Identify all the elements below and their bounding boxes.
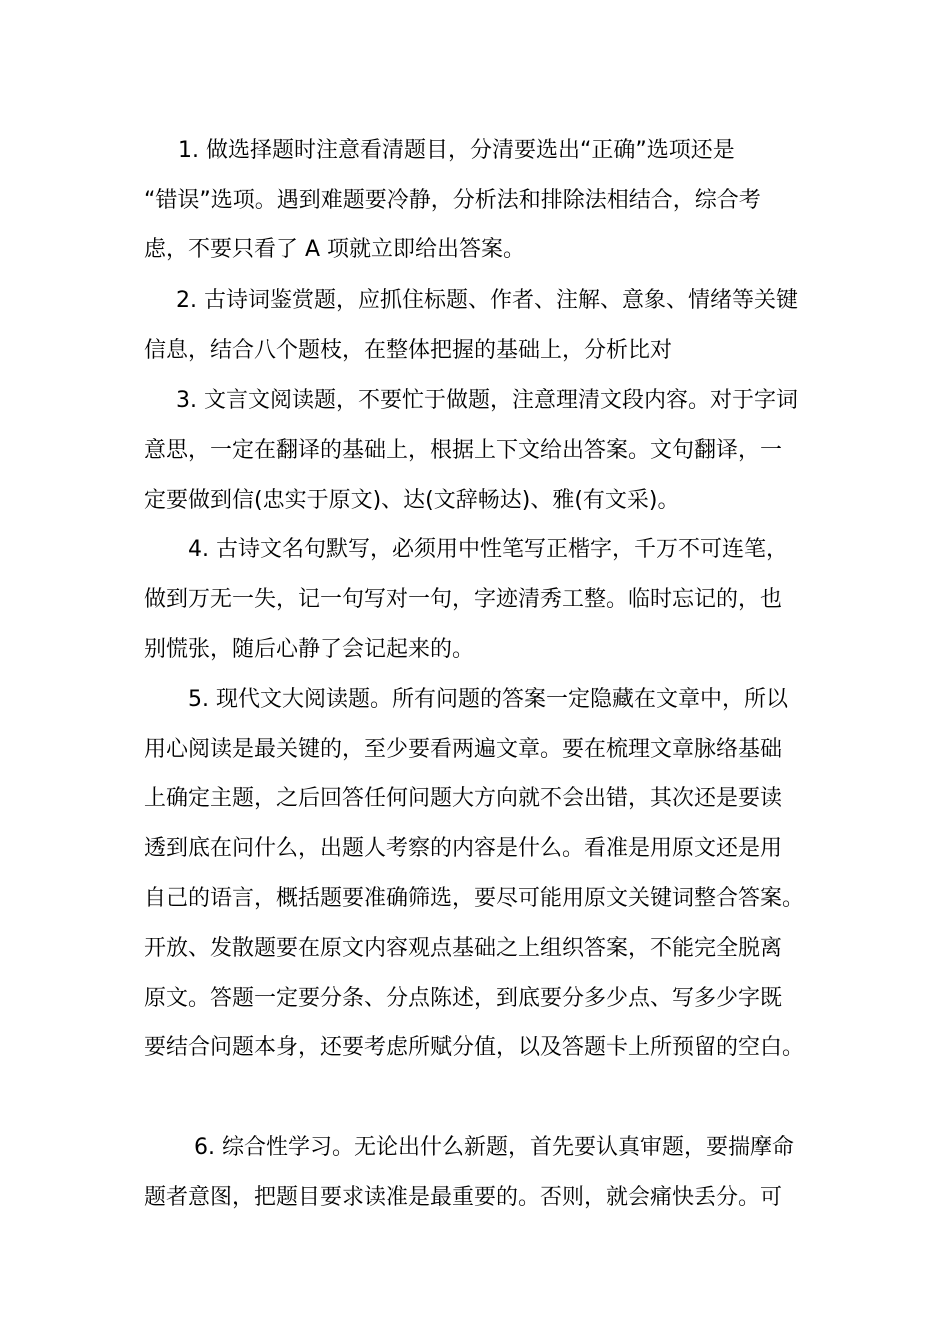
paragraph-6-line-2: 题者意图，把题目要求读准是最重要的。否则，就会痛快丢分。可	[144, 1185, 783, 1210]
paragraph-3-line-1: 3. 文言文阅读题，不要忙于做题，注意理清文段内容。对于字词	[176, 388, 798, 413]
paragraph-2-line-1: 2. 古诗词鉴赏题，应抓住标题、作者、注解、意象、情绪等关键	[176, 288, 798, 313]
paragraph-1-line-2: “错误”选项。遇到难题要冷静，分析法和排除法相结合，综合考	[144, 188, 761, 213]
paragraph-4-line-1: 4. 古诗文名句默写，必须用中性笔写正楷字，千万不可连笔，	[188, 537, 788, 562]
paragraph-1-line-1: 1. 做选择题时注意看清题目，分清要选出“正确”选项还是	[178, 138, 735, 163]
paragraph-5-line-7: 原文。答题一定要分条、分点陈述，到底要分多少点、写多少字既	[144, 986, 783, 1011]
paragraph-5-line-2: 用心阅读是最关键的，至少要看两遍文章。要在梳理文章脉络基础	[144, 737, 783, 762]
paragraph-5-line-4: 透到底在问什么，出题人考察的内容是什么。看准是用原文还是用	[144, 836, 783, 861]
paragraph-4-line-3: 别慌张，随后心静了会记起来的。	[144, 637, 475, 662]
paragraph-3-line-2: 意思，一定在翻译的基础上，根据上下文给出答案。文句翻译，一	[144, 438, 783, 463]
paragraph-5-line-3: 上确定主题，之后回答任何问题大方向就不会出错，其次还是要读	[144, 786, 783, 811]
paragraph-5-line-1: 5. 现代文大阅读题。所有问题的答案一定隐藏在文章中，所以	[188, 687, 788, 712]
paragraph-6-line-1: 6. 综合性学习。无论出什么新题，首先要认真审题，要揣摩命	[194, 1135, 794, 1160]
paragraph-4-line-2: 做到万无一失，记一句写对一句，字迹清秀工整。临时忘记的，也	[144, 587, 783, 612]
paragraph-5-line-8: 要结合问题本身，还要考虑所赋分值，以及答题卡上所预留的空白。	[144, 1035, 805, 1060]
paragraph-5-line-6: 开放、发散题要在原文内容观点基础之上组织答案，不能完全脱离	[144, 936, 783, 961]
paragraph-5-line-5: 自己的语言，概括题要准确筛选，要尽可能用原文关键词整合答案。	[144, 886, 805, 911]
paragraph-3-line-3: 定要做到信(忠实于原文)、达(文辞畅达)、雅(有文采)。	[144, 488, 680, 513]
paragraph-2-line-2: 信息，结合八个题枝，在整体把握的基础上，分析比对	[144, 338, 673, 363]
paragraph-1-line-3: 虑，不要只看了 A 项就立即给出答案。	[144, 237, 526, 262]
